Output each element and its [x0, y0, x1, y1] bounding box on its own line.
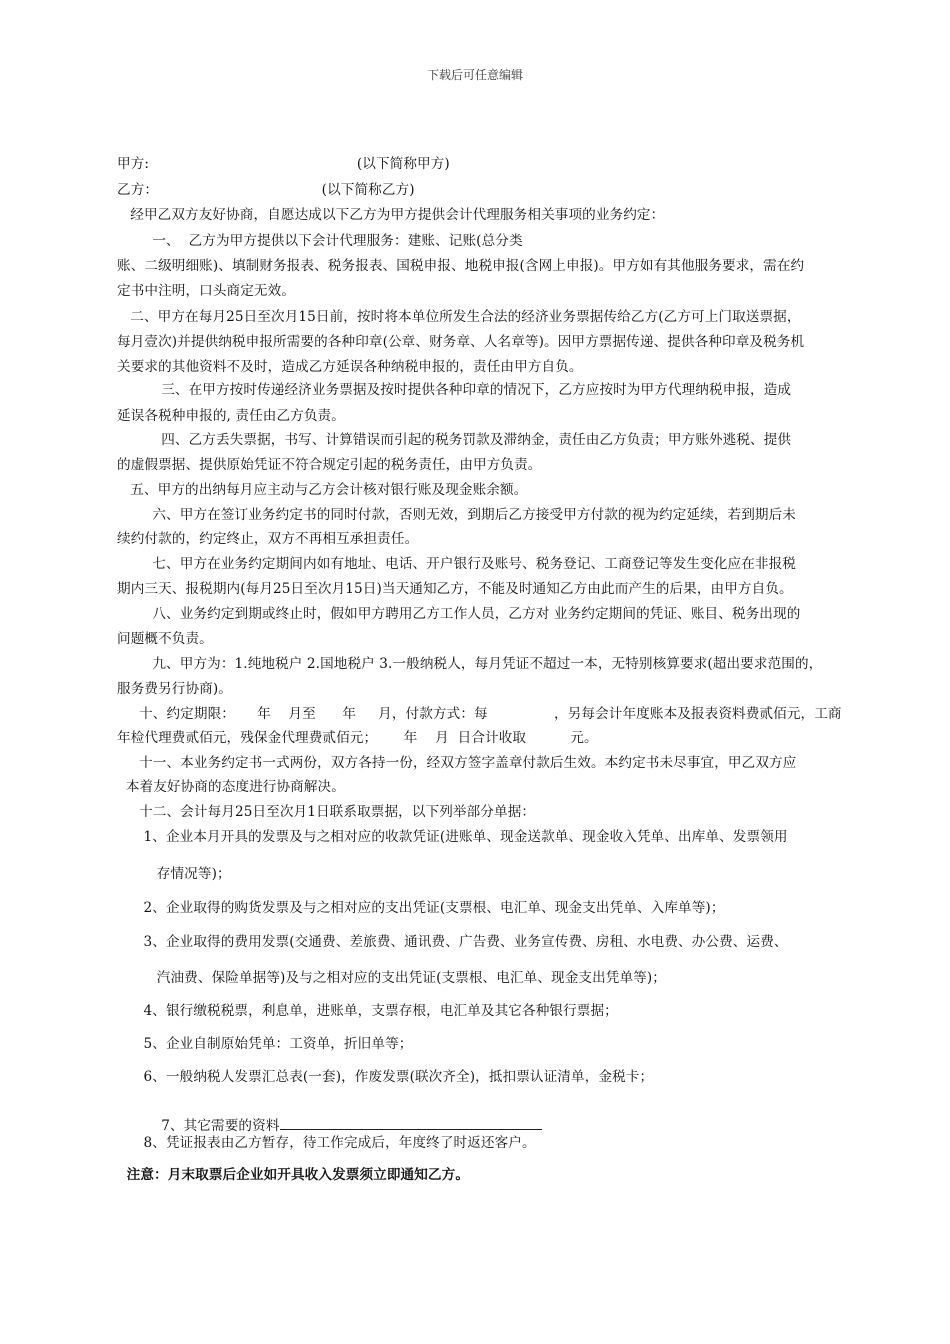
clause-6-line: 续约付款的，约定终止，双方不再相互承担责任。 — [117, 531, 419, 547]
party-b-line: 乙方： (以下简称乙方) — [117, 182, 415, 198]
doc-item-line: 汽油费、保险单据等)及与之相对应的支出凭证(支票根、电汇单、现金支出凭单等)； — [117, 970, 666, 986]
clause-5-line: 五、甲方的出纳每月应主动与乙方会计核对银行账及现金账余额。 — [117, 482, 528, 498]
doc-item-line: 6、一般纳税人发票汇总表(一套)，作废发票(联次齐全)，抵扣票认证清单，金税卡； — [117, 1069, 654, 1085]
clause-7-line: 期内三天、报税期内(每月25日至次月15日)当天通知乙方，不能及时通知乙方由此而产生的后果，由甲方自负。 — [117, 581, 793, 597]
clause-11-line: 本着友好协商的态度进行协商解决。 — [117, 779, 345, 795]
clause-1-line: 一、 乙方为甲方提供以下会计代理服务：建账、记账(总分类 — [117, 233, 523, 249]
doc-item-line: 3、企业取得的费用发票(交通费、差旅费、通讯费、广告费、业务宣传费、房租、水电费、办公费、运费、 — [117, 934, 788, 950]
doc-item-line: 4、银行缴税税票，利息单，进账单，支票存根，电汇单及其它各种银行票据； — [117, 1003, 618, 1019]
clause-11-line: 十一、本业务约定书一式两份，双方各持一份，经双方签字盖章付款后生效。本约定书未尽事宜，甲乙双方应 — [117, 755, 797, 771]
clause-9-line: 服务费另行协商)。 — [117, 681, 232, 697]
page-header: 下载后可任意编辑 — [426, 68, 523, 82]
notice: 注意：月末取票后企业如开具收入发票须立即通知乙方。 — [117, 1167, 470, 1183]
clause-3-line: 延误各税种申报的, 责任由乙方负责。 — [117, 408, 345, 424]
doc-item-line: 存情况等)； — [117, 866, 231, 882]
clause-8-line: 问题概不负责。 — [117, 631, 213, 647]
clause-2-line: 关要求的其他资料不及时，造成乙方延误各种纳税申报的，责任由甲方自负。 — [117, 359, 583, 375]
party-a-line: 甲方: (以下简称甲方) — [117, 156, 450, 172]
clause-4-line: 的虚假票据、提供原始凭证不符合规定引起的税务责任，由甲方负责。 — [117, 457, 542, 473]
clause-4-line: 四、乙方丢失票据，书写、计算错误而引起的税务罚款及滞纳金，责任由乙方负责；甲方账外逃税、提供 — [117, 432, 792, 448]
doc-item-line: 5、企业自制原始凭单：工资单，折旧单等； — [117, 1036, 413, 1052]
clause-1-line: 账、二级明细账)、填制财务报表、税务报表、国税申报、地税申报(含网上申报)。甲方如有其他服务要求，需在约 — [117, 258, 805, 274]
fill-in-blank — [280, 1117, 542, 1130]
clause-8-line: 八、业务约定到期或终止时，假如甲方聘用乙方工作人员，乙方对 业务约定期间的凭证、账目、税务出现的 — [117, 606, 801, 622]
clause-6-line: 六、甲方在签订业务约定书的同时付款，否则无效，到期后乙方接受甲方付款的视为约定延续，若到期后未 — [117, 507, 796, 523]
clause-7-line: 七、甲方在业务约定期间内如有地址、电话、开户银行及账号、税务登记、工商登记等发生变化应在非报税 — [117, 556, 796, 572]
doc-item-line: 8、凭证报表由乙方暂存，待工作完成后，年度终了时返还客户。 — [117, 1135, 536, 1151]
doc-item-line: 1、企业本月开具的发票及与之相对应的收款凭证(进账单、现金送款单、现金收入凭单、出库单、发票领用 — [117, 829, 788, 845]
clause-1-line: 定书中注明，口头商定无效。 — [117, 283, 296, 299]
clause-10-line: 十、约定期限： 年 月至 年 月，付款方式：每 ，另每会计年度账本及报表资料费贰佰元，工商 — [117, 706, 842, 722]
clause-9-line: 九、甲方为：1.纯地税户 2.国地税户 3.一般纳税人，每月凭证不超过一本，无特别核算要求(超出要求范围的， — [117, 656, 823, 672]
clause-2-line: 二、甲方在每月25日至次月15日前，按时将本单位所发生合法的经济业务票据传给乙方(乙方可上门取送票据， — [117, 309, 801, 325]
clause-2-line: 每月壹次)并提供纳税申报所需要的各种印章(公章、财务章、人名章等)。因甲方票据传递、提供各种印章及税务机 — [117, 334, 805, 350]
doc-item-line: 2、企业取得的购货发票及与之相对应的支出凭证(支票根、电汇单、现金支出凭单、入库单等)； — [117, 900, 725, 916]
clause-10-line: 年检代理费贰佰元，残保金代理费贰佰元； 年 月 日合计收取 元。 — [117, 730, 598, 746]
preamble: 经甲乙双方友好协商，自愿达成以下乙方为甲方提供会计代理服务相关事项的业务约定： — [117, 207, 665, 223]
clause-12-line: 十二、会计每月25日至次月1日联系取票据，以下列举部分单据： — [117, 804, 536, 820]
doc-item-label: 7、其它需要的资料 — [134, 1118, 280, 1134]
clause-3-line: 三、在甲方按时传递经济业务票据及按时提供各种印章的情况下，乙方应按时为甲方代理纳税申报，造成 — [117, 382, 792, 398]
